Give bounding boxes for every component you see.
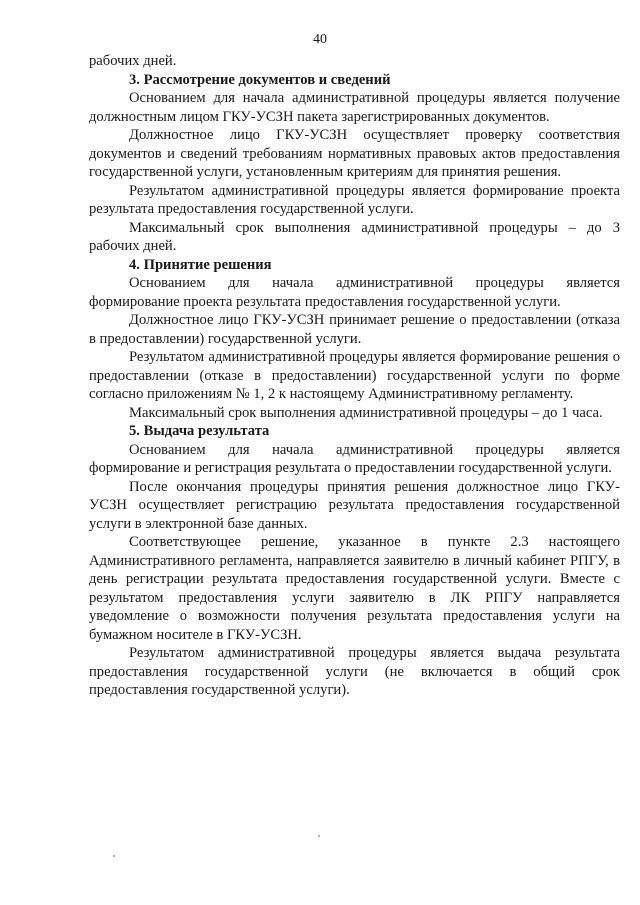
paragraph: После окончания процедуры принятия решения должностное лицо ГКУ-УСЗН осуществляет регистрацию результата предоставления государственной услуги в электронной базе данных. bbox=[89, 478, 620, 532]
paragraph: Максимальный срок выполнения административной процедуры – до 1 часа. bbox=[129, 404, 603, 421]
intro-line: рабочих дней. bbox=[89, 53, 177, 69]
paragraph: Должностное лицо ГКУ-УСЗН осуществляет проверку соответствия документов и сведений требованиям нормативных правовых актов предоставления государственной услуги, установленным критериям для принятия решения. bbox=[89, 127, 620, 180]
paragraph: Соответствующее решение, указанное в пункте 2.3 настоящего Административного регламента, направляется заявителю в личный кабинет РПГУ, в день регистрации результата предоставления государственной услуги. Вместе с результатом предоставления услуги заявителю в ЛК РПГУ направляется уведомление о возможности получения результата предоставления услуги на бумажном носителе в ГКУ-УСЗН. bbox=[89, 534, 620, 643]
page-number: 40 bbox=[313, 32, 327, 47]
scan-speck bbox=[113, 855, 115, 857]
paragraph: Основанием для начала административной процедуры является получение должностным лицом ГКУ-УСЗН пакета зарегистрированных документов. bbox=[89, 90, 620, 125]
section-heading-result: 5. Выдача результата bbox=[129, 423, 270, 439]
scan-speck bbox=[318, 835, 320, 837]
document-body bbox=[89, 52, 620, 700]
paragraph: Максимальный срок выполнения административной процедуры – до 3 рабочих дней. bbox=[89, 219, 620, 254]
paragraph: Результатом административной процедуры является формирование решения о предоставлении (отказе в предоставлении) государственной услуги по форме согласно приложениям № 1, 2 к настоящему Административному регламенту. bbox=[89, 349, 620, 402]
paragraph: Основанием для начала административной процедуры является формирование проекта результата предоставления государственной услуги. bbox=[89, 275, 620, 310]
section-heading-decision: 4. Принятие решения bbox=[129, 256, 272, 273]
paragraph: Должностное лицо ГКУ-УСЗН принимает решение о предоставлении (отказа в предоставлении) государственной услуги. bbox=[89, 312, 620, 347]
section-heading-review: 3. Рассмотрение документов и сведений bbox=[129, 71, 391, 88]
paragraph: Основанием для начала административной процедуры является формирование и регистрация результата о предоставлении государственной услуги. bbox=[89, 441, 620, 476]
paragraph: Результатом административной процедуры является формирование проекта результата предоставления государственной услуги. bbox=[89, 182, 620, 217]
paragraph: Результатом административной процедуры является выдача результата предоставления государственной услуги (не включается в общий срок предоставления государственной услуги). bbox=[89, 645, 620, 698]
